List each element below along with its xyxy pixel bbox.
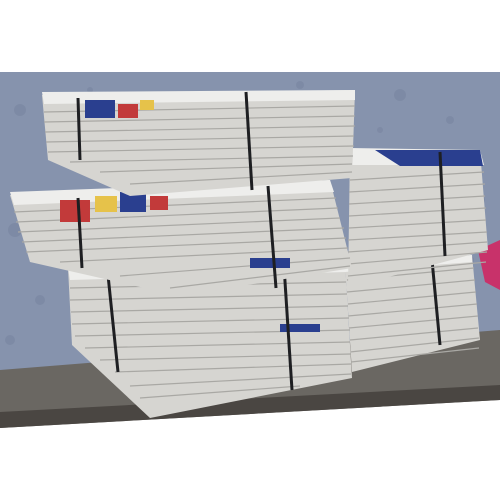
print-patch-red [150,196,168,210]
print-patch-red [60,200,90,222]
print-patch-yellow [140,100,154,110]
print-patch-blue [85,100,115,118]
print-patch-yellow [95,196,117,212]
print-patch-blue [280,324,320,332]
top-white-margin [0,0,500,72]
bottom-white-margin [0,428,500,500]
print-patch-red [118,104,138,118]
print-patch-blue [250,258,290,268]
